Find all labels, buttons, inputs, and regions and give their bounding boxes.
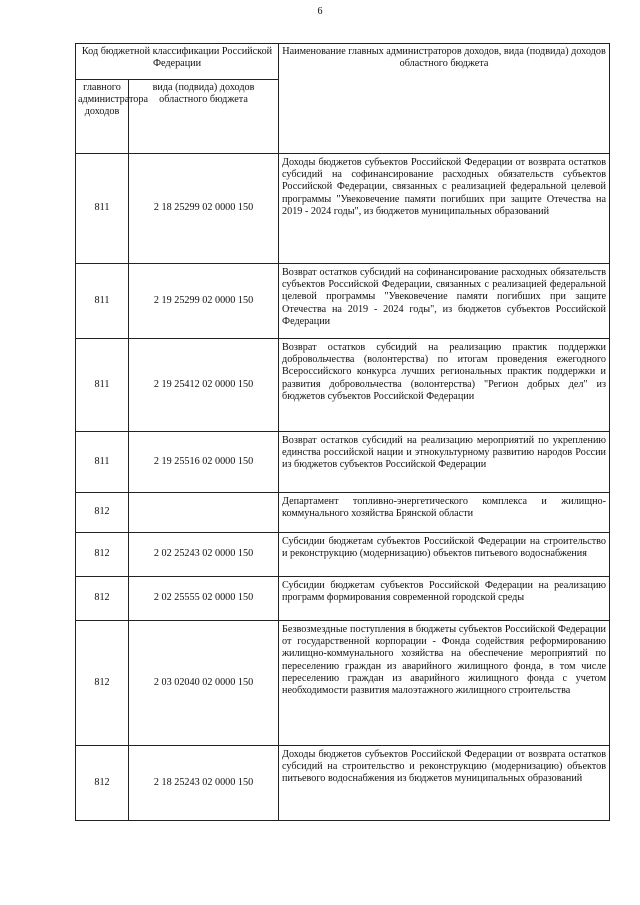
table-row xyxy=(76,154,610,264)
income-code-cell: 2 19 25412 02 0000 150 xyxy=(129,339,279,432)
income-name-cell: Доходы бюджетов субъектов Российской Федерации от возврата остатков субсидий на строительство и реконструкцию (модернизацию) объектов питьевого водоснабжения из бюджетов муниципальных образований xyxy=(279,746,610,821)
income-name-cell: Доходы бюджетов субъектов Российской Федерации от возврата остатков субсидий на софинансирование расходных обязательств субъектов Российской Федерации, связанных с реализацией федеральной целевой программы "Увековечение памяти погибших при защите Отечества на 2019 - 2024 годы", из бюджетов муниципальных образований xyxy=(279,154,610,264)
income-code-cell xyxy=(129,493,279,533)
kind-column-header: вида (подвида) доходов областного бюджета xyxy=(129,80,279,154)
income-name-cell: Возврат остатков субсидий на реализацию практик поддержки добровольчества (волонтерства) по итогам проведения ежегодного Всероссийского конкурса лучших региональных практик поддержки и развития добровольчества (волонтерства) "Регион добрых дел" из бюджетов субъектов Российской Федерации xyxy=(279,339,610,432)
table-header xyxy=(76,44,610,154)
table-row xyxy=(76,577,610,621)
income-administrators-table xyxy=(75,43,610,821)
admin-code-cell: 812 xyxy=(76,533,129,577)
income-code-cell: 2 18 25243 02 0000 150 xyxy=(129,746,279,821)
kbk-group-header: Код бюджетной классификации Российской Федерации xyxy=(76,44,279,80)
income-name-cell: Возврат остатков субсидий на софинансирование расходных обязательств субъектов Российской Федерации, связанных с реализацией федеральной целевой программы "Увековечение памяти погибших при защите Отечества на 2019 - 2024 годы", из бюджетов субъектов Российской Федерации xyxy=(279,264,610,339)
page-number: 6 xyxy=(317,6,323,17)
table-row xyxy=(76,621,610,746)
admin-code-cell: 811 xyxy=(76,264,129,339)
income-code-cell: 2 02 25555 02 0000 150 xyxy=(129,577,279,621)
income-code-cell: 2 19 25516 02 0000 150 xyxy=(129,432,279,493)
table-row xyxy=(76,493,610,533)
income-name-cell: Безвозмездные поступления в бюджеты субъектов Российской Федерации от государственной корпорации - Фонда содействия реформированию жилищно-коммунального хозяйства на обеспечение мероприятий по переселению граждан из аварийного жилищного фонда, в том числе переселению граждан из аварийного жилищного фонда с учетом необходимости развития малоэтажного жилищного строительства xyxy=(279,621,610,746)
table-row xyxy=(76,264,610,339)
income-code-cell: 2 03 02040 02 0000 150 xyxy=(129,621,279,746)
table-body xyxy=(76,154,610,821)
admin-code-cell: 812 xyxy=(76,493,129,533)
income-name-cell: Департамент топливно-энергетического комплекса и жилищно-коммунального хозяйства Брянской области xyxy=(279,493,610,533)
income-name-cell: Возврат остатков субсидий на реализацию мероприятий по укреплению единства российской нации и этнокультурному развитию народов России из бюджетов субъектов Российской Федерации xyxy=(279,432,610,493)
admin-code-cell: 812 xyxy=(76,577,129,621)
income-code-cell: 2 18 25299 02 0000 150 xyxy=(129,154,279,264)
table-row xyxy=(76,432,610,493)
table-row xyxy=(76,339,610,432)
income-name-cell: Субсидии бюджетам субъектов Российской Федерации на реализацию программ формирования современной городской среды xyxy=(279,577,610,621)
table-row xyxy=(76,533,610,577)
admin-code-cell: 811 xyxy=(76,339,129,432)
admin-code-cell: 812 xyxy=(76,621,129,746)
admin-code-cell: 811 xyxy=(76,154,129,264)
name-column-header: Наименование главных администраторов доходов, вида (подвида) доходов областного бюджета xyxy=(279,44,610,154)
table-row xyxy=(76,746,610,821)
admin-code-cell: 811 xyxy=(76,432,129,493)
income-code-cell: 2 19 25299 02 0000 150 xyxy=(129,264,279,339)
admin-column-header: главного администратора доходов xyxy=(76,80,129,154)
admin-code-cell: 812 xyxy=(76,746,129,821)
income-code-cell: 2 02 25243 02 0000 150 xyxy=(129,533,279,577)
income-name-cell: Субсидии бюджетам субъектов Российской Федерации на строительство и реконструкцию (модернизацию) объектов питьевого водоснабжения xyxy=(279,533,610,577)
